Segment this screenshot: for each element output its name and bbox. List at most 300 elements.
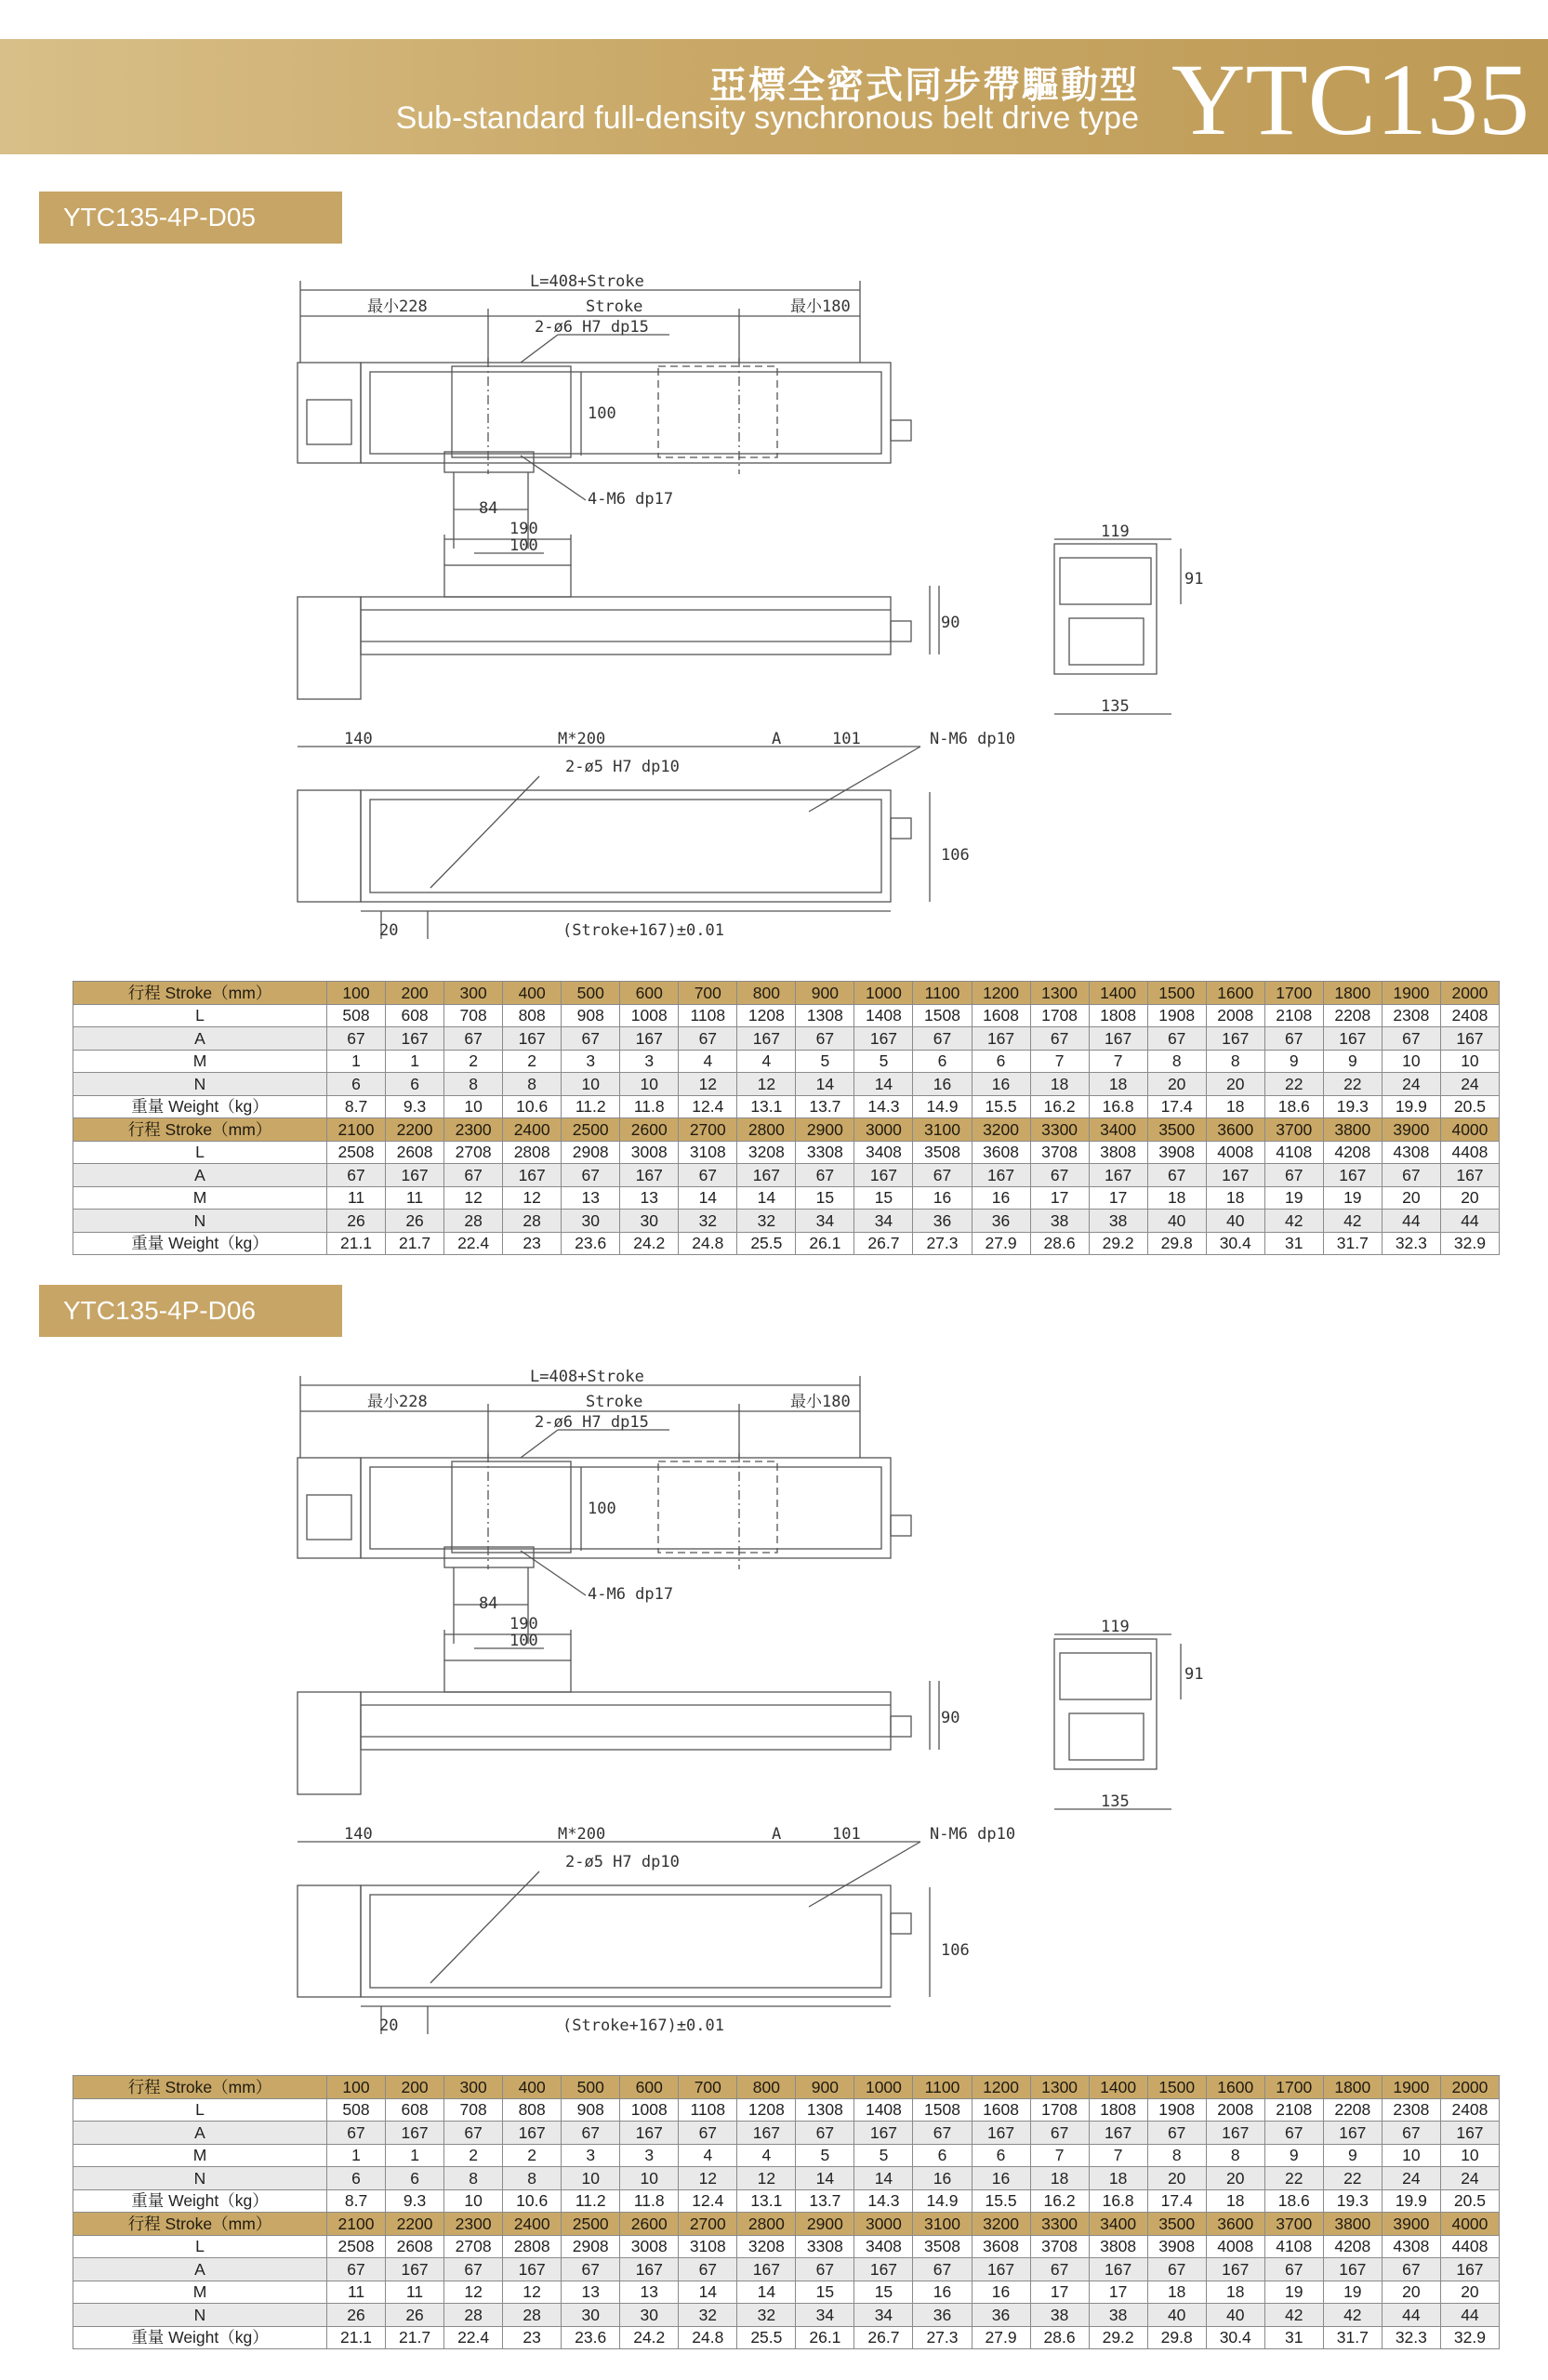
spec-cell: 10	[444, 2189, 503, 2213]
spec-cell: 16.8	[1089, 1095, 1147, 1118]
spec-cell: 2408	[1440, 2098, 1499, 2122]
spec-cell: 32	[679, 1210, 737, 1233]
dim-20: 20	[379, 2016, 399, 2035]
spec-cell: 500	[562, 982, 620, 1005]
spec-cell: 27.3	[913, 2326, 972, 2349]
dim-side-width: 119	[1101, 522, 1130, 541]
spec-cell: 13	[620, 2281, 679, 2304]
spec-cell: 2	[444, 1050, 503, 1073]
dim-a: A	[772, 730, 782, 748]
spec-cell: 14	[679, 2281, 737, 2304]
spec-cell: 2700	[679, 2213, 737, 2236]
spec-cell: 100	[327, 982, 386, 1005]
row-label: 行程 Stroke（mm）	[73, 982, 327, 1005]
spec-cell: 26.7	[854, 1232, 913, 1255]
spec-cell: 28.6	[1030, 1232, 1089, 1255]
spec-cell: 36	[972, 1210, 1030, 1233]
spec-cell: 17	[1089, 1186, 1147, 1210]
spec-cell: 19.3	[1323, 1095, 1382, 1118]
spec-cell: 3200	[972, 1118, 1030, 1142]
spec-cell: 1	[386, 1050, 444, 1073]
spec-cell: 3500	[1147, 2213, 1206, 2236]
spec-row-stroke	[73, 2076, 1500, 2099]
spec-row-N	[73, 1073, 1500, 1096]
spec-cell: 1008	[620, 1004, 679, 1027]
spec-cell: 1	[327, 1050, 386, 1073]
row-label: N	[73, 2304, 327, 2327]
spec-cell: 2300	[444, 2213, 503, 2236]
spec-cell: 167	[503, 1164, 562, 1187]
spec-cell: 27.9	[972, 2326, 1030, 2349]
spec-cell: 3308	[796, 1141, 854, 1164]
spec-cell: 24.2	[620, 1232, 679, 1255]
spec-cell: 20	[1382, 1186, 1440, 1210]
spec-cell: 167	[737, 1027, 796, 1051]
technical-drawing-d05	[0, 270, 1548, 958]
spec-cell: 167	[854, 2258, 913, 2281]
spec-cell: 2300	[444, 1118, 503, 1142]
spec-cell: 67	[1382, 1164, 1440, 1187]
dim-stroke: Stroke	[586, 298, 643, 316]
spec-cell: 3908	[1147, 1141, 1206, 1164]
spec-cell: 16	[972, 1186, 1030, 1210]
spec-cell: 3000	[854, 1118, 913, 1142]
spec-cell: 10	[1382, 1050, 1440, 1073]
spec-cell: 19	[1323, 1186, 1382, 1210]
spec-cell: 167	[1440, 1027, 1499, 1051]
dim-base-length: (Stroke+167)±0.01	[562, 2016, 724, 2035]
spec-cell: 67	[679, 2122, 737, 2145]
dim-20: 20	[379, 921, 399, 940]
spec-cell: 2808	[503, 1141, 562, 1164]
spec-cell: 17.4	[1147, 1095, 1206, 1118]
spec-cell: 21.1	[327, 2326, 386, 2349]
spec-cell: 2008	[1206, 2098, 1264, 2122]
spec-cell: 2	[444, 2144, 503, 2167]
spec-cell: 34	[854, 2304, 913, 2327]
spec-cell: 167	[854, 1164, 913, 1187]
spec-cell: 20	[1440, 2281, 1499, 2304]
spec-row-A	[73, 1164, 1500, 1187]
spec-cell: 10	[444, 1095, 503, 1118]
spec-row-M	[73, 2144, 1500, 2167]
dim-left: 最小228	[367, 1393, 428, 1411]
spec-cell: 2	[503, 1050, 562, 1073]
spec-cell: 3900	[1382, 1118, 1440, 1142]
spec-cell: 42	[1264, 1210, 1323, 1233]
spec-cell: 67	[562, 2122, 620, 2145]
spec-cell: 3608	[972, 2235, 1030, 2258]
row-label: L	[73, 2098, 327, 2122]
spec-row-stroke	[73, 982, 1500, 1005]
spec-row-stroke	[73, 2213, 1500, 2236]
spec-cell: 8	[1206, 1050, 1264, 1073]
spec-cell: 2608	[386, 2235, 444, 2258]
spec-cell: 67	[444, 2122, 503, 2145]
spec-cell: 38	[1030, 2304, 1089, 2327]
spec-cell: 18	[1206, 1095, 1264, 1118]
spec-cell: 4208	[1323, 2235, 1382, 2258]
spec-cell: 400	[503, 2076, 562, 2099]
spec-cell: 4008	[1206, 2235, 1264, 2258]
spec-cell: 17	[1030, 1186, 1089, 1210]
spec-cell: 30	[562, 2304, 620, 2327]
spec-cell: 31	[1264, 2326, 1323, 2349]
spec-cell: 9	[1264, 1050, 1323, 1073]
dim-carriage-pitch: 84	[479, 1594, 498, 1613]
spec-cell: 1808	[1089, 2098, 1147, 2122]
label-base-pins: 2-ø5 H7 dp10	[565, 758, 680, 776]
spec-cell: 67	[796, 1027, 854, 1051]
spec-cell: 300	[444, 2076, 503, 2099]
spec-cell: 19	[1323, 2281, 1382, 2304]
spec-cell: 32	[737, 2304, 796, 2327]
spec-cell: 700	[679, 982, 737, 1005]
spec-cell: 1508	[913, 1004, 972, 1027]
row-label: 行程 Stroke（mm）	[73, 2076, 327, 2099]
spec-cell: 19	[1264, 1186, 1323, 1210]
spec-cell: 6	[327, 1073, 386, 1096]
spec-cell: 4008	[1206, 1141, 1264, 1164]
spec-cell: 3100	[913, 2213, 972, 2236]
title-chinese: 亞標全密式同步帶驅動型	[709, 65, 1139, 106]
spec-cell: 9	[1323, 2144, 1382, 2167]
spec-cell: 9	[1264, 2144, 1323, 2167]
spec-cell: 3000	[854, 2213, 913, 2236]
spec-cell: 1300	[1030, 982, 1089, 1005]
spec-cell: 31.7	[1323, 2326, 1382, 2349]
spec-cell: 21.7	[386, 2326, 444, 2349]
spec-cell: 3300	[1030, 2213, 1089, 2236]
spec-cell: 17.4	[1147, 2189, 1206, 2213]
spec-cell: 167	[620, 1164, 679, 1187]
spec-cell: 1808	[1089, 1004, 1147, 1027]
dim-carriage-length: 190	[509, 520, 538, 538]
spec-cell: 34	[796, 1210, 854, 1233]
spec-cell: 1508	[913, 2098, 972, 2122]
spec-cell: 6	[327, 2167, 386, 2190]
spec-cell: 2508	[327, 2235, 386, 2258]
spec-cell: 12	[503, 2281, 562, 2304]
spec-cell: 4308	[1382, 2235, 1440, 2258]
dim-m-pitch: M*200	[558, 1825, 606, 1844]
spec-cell: 2908	[562, 2235, 620, 2258]
label-base-taps: N-M6 dp10	[930, 1825, 1016, 1844]
spec-cell: 8	[503, 2167, 562, 2190]
row-label: M	[73, 1186, 327, 1210]
spec-cell: 11.2	[562, 2189, 620, 2213]
spec-cell: 16	[972, 2167, 1030, 2190]
spec-cell: 67	[1030, 1164, 1089, 1187]
spec-cell: 2600	[620, 1118, 679, 1142]
spec-cell: 9.3	[386, 2189, 444, 2213]
spec-cell: 608	[386, 1004, 444, 1027]
spec-cell: 8.7	[327, 2189, 386, 2213]
spec-cell: 5	[796, 2144, 854, 2167]
spec-cell: 1600	[1206, 2076, 1264, 2099]
spec-cell: 2500	[562, 2213, 620, 2236]
dim-side-height: 91	[1184, 1665, 1204, 1684]
dim-m-pitch: M*200	[558, 730, 606, 748]
spec-cell: 2500	[562, 1118, 620, 1142]
spec-cell: 10	[562, 1073, 620, 1096]
spec-cell: 27.9	[972, 1232, 1030, 1255]
spec-cell: 12	[679, 1073, 737, 1096]
spec-cell: 44	[1382, 1210, 1440, 1233]
dim-offset-140: 140	[344, 730, 373, 748]
dim-carriage-pitch: 84	[479, 499, 498, 518]
spec-cell: 167	[386, 2258, 444, 2281]
spec-row-A	[73, 2258, 1500, 2281]
spec-cell: 12	[679, 2167, 737, 2190]
spec-cell: 17	[1089, 2281, 1147, 2304]
spec-cell: 1600	[1206, 982, 1264, 1005]
spec-cell: 10	[1440, 2144, 1499, 2167]
spec-cell: 167	[737, 1164, 796, 1187]
spec-cell: 67	[679, 1027, 737, 1051]
spec-cell: 18	[1030, 2167, 1089, 2190]
section-tag-d05: YTC135-4P-D05	[39, 192, 342, 244]
spec-cell: 167	[737, 2122, 796, 2145]
spec-cell: 67	[327, 2122, 386, 2145]
spec-cell: 31.7	[1323, 1232, 1382, 1255]
spec-cell: 20	[1382, 2281, 1440, 2304]
spec-cell: 608	[386, 2098, 444, 2122]
spec-cell: 30.4	[1206, 1232, 1264, 1255]
spec-cell: 7	[1089, 2144, 1147, 2167]
spec-cell: 18.6	[1264, 1095, 1323, 1118]
spec-cell: 14	[737, 1186, 796, 1210]
dim-101: 101	[832, 1825, 861, 1844]
spec-cell: 24.2	[620, 2326, 679, 2349]
spec-cell: 10	[1440, 1050, 1499, 1073]
spec-cell: 14	[854, 2167, 913, 2190]
spec-cell: 3700	[1264, 1118, 1323, 1142]
spec-cell: 38	[1030, 1210, 1089, 1233]
spec-cell: 8	[1206, 2144, 1264, 2167]
spec-cell: 1	[327, 2144, 386, 2167]
spec-cell: 3800	[1323, 1118, 1382, 1142]
label-tap-holes: 4-M6 dp17	[588, 490, 674, 509]
label-base-taps: N-M6 dp10	[930, 730, 1016, 748]
header-banner	[0, 39, 1548, 154]
spec-cell: 26	[386, 2304, 444, 2327]
dim-side-base: 135	[1101, 1792, 1130, 1811]
label-base-pins: 2-ø5 H7 dp10	[565, 1853, 680, 1871]
spec-cell: 40	[1206, 1210, 1264, 1233]
spec-cell: 4000	[1440, 2213, 1499, 2236]
spec-cell: 12.4	[679, 2189, 737, 2213]
spec-cell: 2208	[1323, 1004, 1382, 1027]
spec-cell: 67	[796, 2122, 854, 2145]
spec-cell: 13	[562, 1186, 620, 1210]
spec-cell: 22.4	[444, 1232, 503, 1255]
spec-cell: 1300	[1030, 2076, 1089, 2099]
row-label: N	[73, 2167, 327, 2190]
spec-cell: 3508	[913, 2235, 972, 2258]
spec-cell: 2208	[1323, 2098, 1382, 2122]
spec-cell: 167	[1206, 1164, 1264, 1187]
spec-cell: 167	[503, 1027, 562, 1051]
spec-cell: 1900	[1382, 982, 1440, 1005]
spec-cell: 1308	[796, 1004, 854, 1027]
model-name: YTC135	[1171, 43, 1529, 156]
spec-cell: 67	[562, 1164, 620, 1187]
spec-cell: 26.1	[796, 1232, 854, 1255]
spec-cell: 23	[503, 2326, 562, 2349]
spec-cell: 16.2	[1030, 1095, 1089, 1118]
spec-cell: 24.8	[679, 1232, 737, 1255]
spec-cell: 4308	[1382, 1141, 1440, 1164]
spec-cell: 14	[796, 1073, 854, 1096]
dim-body-height: 90	[941, 1709, 960, 1727]
spec-cell: 2308	[1382, 2098, 1440, 2122]
spec-cell: 3008	[620, 2235, 679, 2258]
row-label: A	[73, 2258, 327, 2281]
spec-cell: 1700	[1264, 982, 1323, 1005]
spec-cell: 32.9	[1440, 2326, 1499, 2349]
spec-cell: 3800	[1323, 2213, 1382, 2236]
row-label: M	[73, 1050, 327, 1073]
spec-cell: 4	[679, 2144, 737, 2167]
spec-row-A	[73, 2122, 1500, 2145]
dim-base-length: (Stroke+167)±0.01	[562, 921, 724, 940]
spec-cell: 21.7	[386, 1232, 444, 1255]
spec-cell: 508	[327, 2098, 386, 2122]
spec-cell: 16	[913, 1073, 972, 1096]
spec-cell: 5	[854, 2144, 913, 2167]
spec-cell: 28	[503, 1210, 562, 1233]
spec-cell: 19	[1264, 2281, 1323, 2304]
spec-cell: 67	[327, 2258, 386, 2281]
spec-cell: 11	[327, 1186, 386, 1210]
spec-cell: 167	[1089, 2258, 1147, 2281]
dim-carriage-inner: 100	[509, 536, 538, 555]
technical-drawing-d06	[0, 1365, 1548, 2053]
label-pin-holes: 2-ø6 H7 dp15	[535, 1413, 649, 1432]
dim-body-height: 90	[941, 614, 960, 632]
dim-base-width: 106	[941, 846, 970, 865]
spec-cell: 16	[972, 2281, 1030, 2304]
spec-cell: 31	[1264, 1232, 1323, 1255]
spec-cell: 1200	[972, 2076, 1030, 2099]
dim-base-width: 106	[941, 1941, 970, 1960]
spec-cell: 12	[503, 1186, 562, 1210]
spec-cell: 1400	[1089, 982, 1147, 1005]
spec-cell: 40	[1147, 2304, 1206, 2327]
spec-cell: 67	[913, 1027, 972, 1051]
spec-cell: 6	[972, 1050, 1030, 1073]
spec-cell: 3808	[1089, 2235, 1147, 2258]
spec-cell: 67	[796, 2258, 854, 2281]
spec-cell: 67	[913, 2122, 972, 2145]
spec-cell: 8	[1147, 1050, 1206, 1073]
spec-cell: 8	[444, 2167, 503, 2190]
spec-cell: 3400	[1089, 1118, 1147, 1142]
spec-cell: 24.8	[679, 2326, 737, 2349]
spec-row-M	[73, 2281, 1500, 2304]
spec-cell: 15.5	[972, 1095, 1030, 1118]
spec-cell: 16	[913, 1186, 972, 1210]
spec-cell: 26	[327, 1210, 386, 1233]
spec-cell: 1400	[1089, 2076, 1147, 2099]
spec-row-N	[73, 2304, 1500, 2327]
spec-cell: 18	[1206, 1186, 1264, 1210]
spec-cell: 14	[737, 2281, 796, 2304]
spec-cell: 900	[796, 2076, 854, 2099]
spec-cell: 67	[679, 2258, 737, 2281]
spec-cell: 12	[737, 1073, 796, 1096]
spec-cell: 2908	[562, 1141, 620, 1164]
spec-cell: 25.5	[737, 1232, 796, 1255]
spec-cell: 3508	[913, 1141, 972, 1164]
spec-cell: 19.9	[1382, 2189, 1440, 2213]
dim-right: 最小180	[790, 1393, 851, 1411]
spec-cell: 18	[1147, 2281, 1206, 2304]
spec-cell: 2608	[386, 1141, 444, 1164]
spec-cell: 13.7	[796, 1095, 854, 1118]
spec-cell: 2900	[796, 2213, 854, 2236]
row-label: 重量 Weight（kg）	[73, 1095, 327, 1118]
spec-row-N	[73, 1210, 1500, 1233]
spec-cell: 2900	[796, 1118, 854, 1142]
spec-cell: 16	[913, 2167, 972, 2190]
spec-cell: 19.9	[1382, 1095, 1440, 1118]
spec-cell: 5	[796, 1050, 854, 1073]
spec-cell: 2800	[737, 2213, 796, 2236]
spec-cell: 30.4	[1206, 2326, 1264, 2349]
spec-cell: 67	[1382, 2122, 1440, 2145]
spec-cell: 100	[327, 2076, 386, 2099]
spec-cell: 1700	[1264, 2076, 1323, 2099]
spec-row-L	[73, 2235, 1500, 2258]
spec-cell: 67	[1030, 2258, 1089, 2281]
spec-cell: 300	[444, 982, 503, 1005]
spec-cell: 2	[503, 2144, 562, 2167]
spec-cell: 2600	[620, 2213, 679, 2236]
spec-cell: 15	[854, 2281, 913, 2304]
dim-carriage-inner: 100	[509, 1632, 538, 1650]
spec-cell: 17	[1030, 2281, 1089, 2304]
spec-cell: 67	[679, 1164, 737, 1187]
spec-cell: 14	[854, 1073, 913, 1096]
spec-cell: 20	[1440, 1186, 1499, 1210]
spec-cell: 9	[1323, 1050, 1382, 1073]
spec-row-stroke	[73, 1118, 1500, 1142]
spec-cell: 29.2	[1089, 2326, 1147, 2349]
spec-cell: 15	[796, 2281, 854, 2304]
spec-row-weight	[73, 2326, 1500, 2349]
spec-cell: 6	[386, 2167, 444, 2190]
spec-cell: 6	[913, 2144, 972, 2167]
spec-cell: 10	[1382, 2144, 1440, 2167]
spec-cell: 9.3	[386, 1095, 444, 1118]
spec-cell: 21.1	[327, 1232, 386, 1255]
spec-cell: 32.9	[1440, 1232, 1499, 1255]
spec-cell: 2708	[444, 2235, 503, 2258]
spec-cell: 808	[503, 2098, 562, 2122]
spec-row-N	[73, 2167, 1500, 2190]
spec-cell: 67	[1147, 1164, 1206, 1187]
spec-cell: 67	[562, 1027, 620, 1051]
spec-cell: 10	[620, 1073, 679, 1096]
spec-cell: 1000	[854, 2076, 913, 2099]
spec-cell: 40	[1147, 1210, 1206, 1233]
spec-cell: 42	[1264, 2304, 1323, 2327]
spec-cell: 1100	[913, 2076, 972, 2099]
spec-cell: 15	[854, 1186, 913, 1210]
spec-cell: 3808	[1089, 1141, 1147, 1164]
